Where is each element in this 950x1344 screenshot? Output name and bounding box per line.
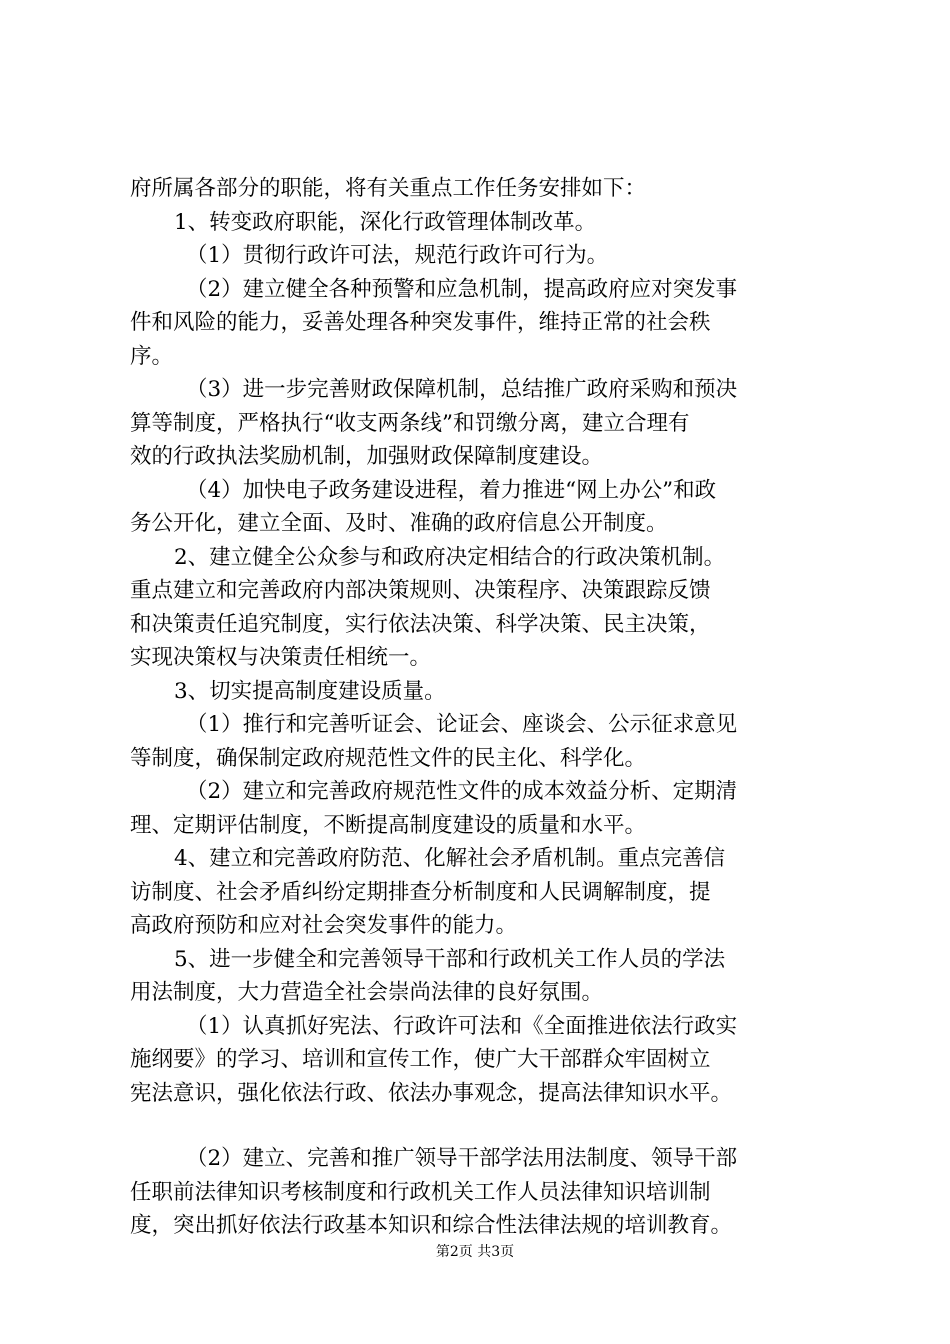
text-line: 高政府预防和应对社会突发事件的能力。 xyxy=(130,913,518,938)
text-line: 访制度、社会矛盾纠纷定期排查分析制度和人民调解制度，提 xyxy=(130,879,711,905)
text-line: 效的行政执法奖励机制，加强财政保障制度建设。 xyxy=(130,444,604,469)
document-body xyxy=(130,172,835,1243)
text-line: 和决策责任追究制度，实行依法决策、科学决策、民主决策， xyxy=(130,611,711,637)
text-line: 用法制度，大力营造全社会崇尚法律的良好氛围。 xyxy=(130,980,604,1005)
page-footer: 第2页 共3页 xyxy=(435,1244,515,1260)
paragraph-gap xyxy=(130,1110,835,1142)
text-line: （2）建立健全各种预警和应急机制，提高政府应对突发事 xyxy=(186,276,738,302)
text-line: 度，突出抓好依法行政基本知识和综合性法律法规的培训教育。 xyxy=(130,1213,733,1238)
text-line: （1）贯彻行政许可法，规范行政许可行为。 xyxy=(186,243,609,268)
text-line: 序。 xyxy=(130,343,174,369)
text-line: 等制度，确保制定政府规范性文件的民主化、科学化。 xyxy=(130,745,647,771)
text-line: 务公开化，建立全面、及时、准确的政府信息公开制度。 xyxy=(130,511,668,536)
text-line: （3）进一步完善财政保障机制，总结推广政府采购和预决 xyxy=(186,377,738,402)
section-heading: 2、建立健全公众参与和政府决定相结合的行政决策机制。 xyxy=(174,544,726,570)
text-line: （4）加快电子政务建设进程，着力推进“网上办公”和政 xyxy=(186,477,717,503)
section-heading: 4、建立和完善政府防范、化解社会矛盾机制。重点完善信 xyxy=(174,846,726,871)
section-heading: 5、进一步健全和完善领导干部和行政机关工作人员的学法 xyxy=(174,946,726,972)
text-line: 府所属各部分的职能，将有关重点工作任务安排如下： xyxy=(130,176,647,201)
text-line: （1）认真抓好宪法、行政许可法和《全面推进依法行政实 xyxy=(186,1013,738,1039)
text-line: 施纲要》的学习、培训和宣传工作，使广大干部群众牢固树立 xyxy=(130,1047,711,1072)
section-heading: 1、转变政府职能，深化行政管理体制改革。 xyxy=(174,209,597,235)
text-line: 理、定期评估制度，不断提高制度建设的质量和水平。 xyxy=(130,812,647,838)
text-line: （2）建立和完善政府规范性文件的成本效益分析、定期清 xyxy=(186,779,738,804)
text-line: 实现决策权与决策责任相统一。 xyxy=(130,645,432,670)
text-line: 宪法意识，强化依法行政、依法办事观念，提高法律知识水平。 xyxy=(130,1080,733,1106)
text-line: 件和风险的能力，妥善处理各种突发事件，维持正常的社会秩 xyxy=(130,310,711,335)
text-line: （1）推行和完善听证会、论证会、座谈会、公示征求意见 xyxy=(186,712,738,737)
text-line: 算等制度，严格执行“收支两条线”和罚缴分离，建立合理有 xyxy=(130,410,690,436)
text-line: （2）建立、完善和推广领导干部学法用法制度、领导干部 xyxy=(186,1146,738,1171)
section-heading: 3、切实提高制度建设质量。 xyxy=(174,678,446,704)
text-line: 重点建立和完善政府内部决策规则、决策程序、决策跟踪反馈 xyxy=(130,578,711,603)
text-line: 任职前法律知识考核制度和行政机关工作人员法律知识培训制 xyxy=(130,1179,711,1205)
